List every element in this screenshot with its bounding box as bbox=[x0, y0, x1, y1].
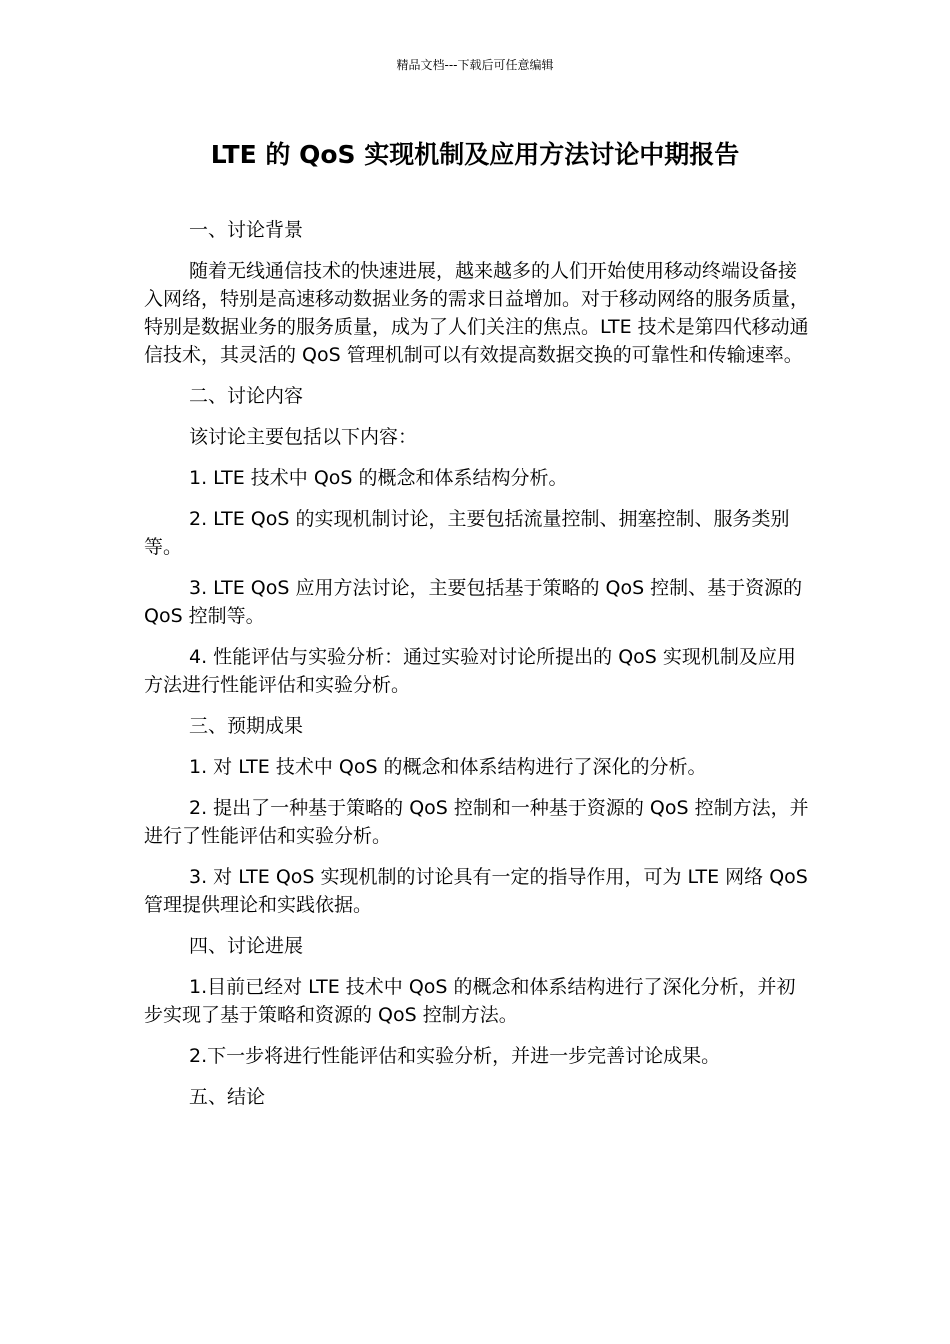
list-item-results-2: 2. 提出了一种基于策略的 QoS 控制和一种基于资源的 QoS 控制方法，并进行了性能评估和实验分析。 bbox=[144, 797, 809, 847]
document-title: LTE 的 QoS 实现机制及应用方法讨论中期报告 bbox=[210, 140, 740, 169]
section-heading-background: 一、讨论背景 bbox=[189, 219, 304, 241]
list-item-content-4: 4. 性能评估与实验分析：通过实验对讨论所提出的 QoS 实现机制及应用方法进行性能评估和实验分析。 bbox=[144, 646, 796, 696]
section-heading-expected-results: 三、预期成果 bbox=[189, 715, 304, 737]
document-body bbox=[144, 216, 812, 1124]
list-item-progress-1: 1.目前已经对 LTE 技术中 QoS 的概念和体系结构进行了深化分析，并初步实现了基于策略和资源的 QoS 控制方法。 bbox=[144, 976, 796, 1026]
list-item-progress-2: 2.下一步将进行性能评估和实验分析，并进一步完善讨论成果。 bbox=[189, 1045, 721, 1067]
paragraph-background: 随着无线通信技术的快速进展，越来越多的人们开始使用移动终端设备接入网络，特别是高速移动数据业务的需求日益增加。对于移动网络的服务质量，特别是数据业务的服务质量，成为了人们关注的焦点。LTE 技术是第四代移动通信技术，其灵活的 QoS 管理机制可以有效提高数据交换的可靠性和传输速率。 bbox=[144, 260, 810, 366]
list-item-content-3: 3. LTE QoS 应用方法讨论，主要包括基于策略的 QoS 控制、基于资源的 QoS 控制等。 bbox=[144, 577, 803, 627]
page-header: 精品文档---下载后可任意编辑 bbox=[396, 58, 554, 72]
paragraph-content-intro: 该讨论主要包括以下内容： bbox=[189, 426, 418, 448]
list-item-content-1: 1. LTE 技术中 QoS 的概念和体系结构分析。 bbox=[189, 467, 568, 489]
list-item-results-3: 3. 对 LTE QoS 实现机制的讨论具有一定的指导作用，可为 LTE 网络 QoS 管理提供理论和实践依据。 bbox=[144, 866, 808, 916]
list-item-results-1: 1. 对 LTE 技术中 QoS 的概念和体系结构进行了深化的分析。 bbox=[189, 756, 707, 778]
section-heading-progress: 四、讨论进展 bbox=[189, 935, 304, 957]
list-item-content-2: 2. LTE QoS 的实现机制讨论，主要包括流量控制、拥塞控制、服务类别等。 bbox=[144, 508, 790, 558]
section-heading-content: 二、讨论内容 bbox=[189, 385, 304, 407]
section-heading-conclusion: 五、结论 bbox=[189, 1086, 266, 1108]
